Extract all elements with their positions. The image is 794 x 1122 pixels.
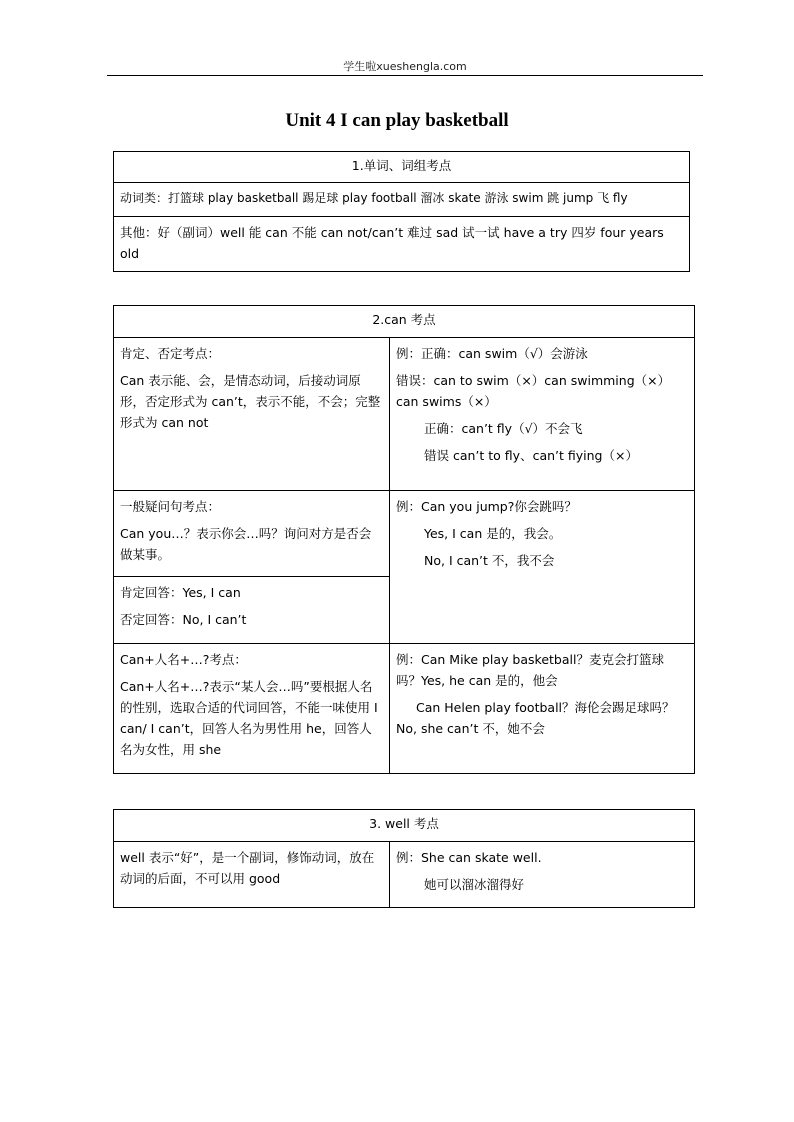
well-examples [390, 842, 695, 908]
example-line: 例：She can skate well. [396, 850, 542, 865]
example-line: No, I can’t 不，我不会 [424, 553, 555, 568]
page-title: Unit 4 I can play basketball [285, 110, 509, 131]
header-divider [107, 75, 703, 76]
well-heading: 3. well 考点 [114, 810, 695, 842]
answer-yes: 肯定回答：Yes, I can [120, 585, 241, 600]
example-line: 例：Can you jump?你会跳吗？ [396, 499, 577, 514]
affirm-negative-examples [390, 338, 695, 491]
page-header: 学生啦xueshengla.com [343, 60, 467, 73]
vocab-table [113, 151, 690, 272]
affirm-negative-body: Can 表示能、会，是情态动词，后接动词原形，否定形式为 can’t，表示不能，不会；完整形式为 can not [120, 373, 381, 430]
example-line: 错误 can’t to fly、can’t fiying（×） [424, 448, 638, 463]
example-line: 例：正确：can swim（√）会游泳 [396, 346, 588, 361]
name-question-title: Can+人名+…?考点： [120, 652, 247, 667]
question-examples [390, 491, 695, 644]
name-question-examples [390, 644, 695, 774]
name-question-cell [114, 644, 390, 774]
affirm-negative-title: 肯定、否定考点： [120, 346, 221, 361]
question-title: 一般疑问句考点： [120, 499, 221, 514]
question-cell [114, 491, 390, 577]
question-body: Can you…？表示你会…吗？询问对方是否会做某事。 [120, 526, 372, 562]
example-line: Can Helen play football？海伦会踢足球吗？No, she can’t 不，她不会 [396, 700, 675, 736]
example-line: 错误：can to swim（×）can swimming（×）can swims（×） [396, 373, 671, 409]
well-explanation: well 表示“好”，是一个副词，修饰动词，放在动词的后面，不可以用 good [114, 842, 390, 908]
name-question-body: Can+人名+…?表示“某人会…吗”要根据人名的性别，选取合适的代词回答，不能一味使用 I can/ I can’t，回答人名为男性用 he，回答人名为女性，用 she [120, 679, 378, 757]
vocab-verbs: 动词类：打篮球 play basketball 踢足球 play football 溜冰 skate 游泳 swim 跳 jump 飞 fly [114, 183, 690, 217]
example-line: 例：Can Mike play basketball？麦克会打篮球吗？Yes, he can 是的，他会 [396, 652, 664, 688]
example-line: 她可以溜冰溜得好 [424, 877, 525, 892]
answer-no: 否定回答：No, I can’t [120, 612, 247, 627]
answer-cell [114, 577, 390, 644]
example-line: Yes, I can 是的，我会。 [424, 526, 562, 541]
well-table [113, 809, 695, 908]
can-table [113, 305, 695, 774]
example-line: 正确：can’t fly（√）不会飞 [424, 421, 583, 436]
vocab-heading: 1.单词、词组考点 [114, 152, 690, 183]
affirm-negative-cell [114, 338, 390, 491]
vocab-others: 其他：好（副词）well 能 can 不能 can not/can’t 难过 sad 试一试 have a try 四岁 four years old [114, 217, 690, 272]
can-heading: 2.can 考点 [114, 306, 695, 338]
